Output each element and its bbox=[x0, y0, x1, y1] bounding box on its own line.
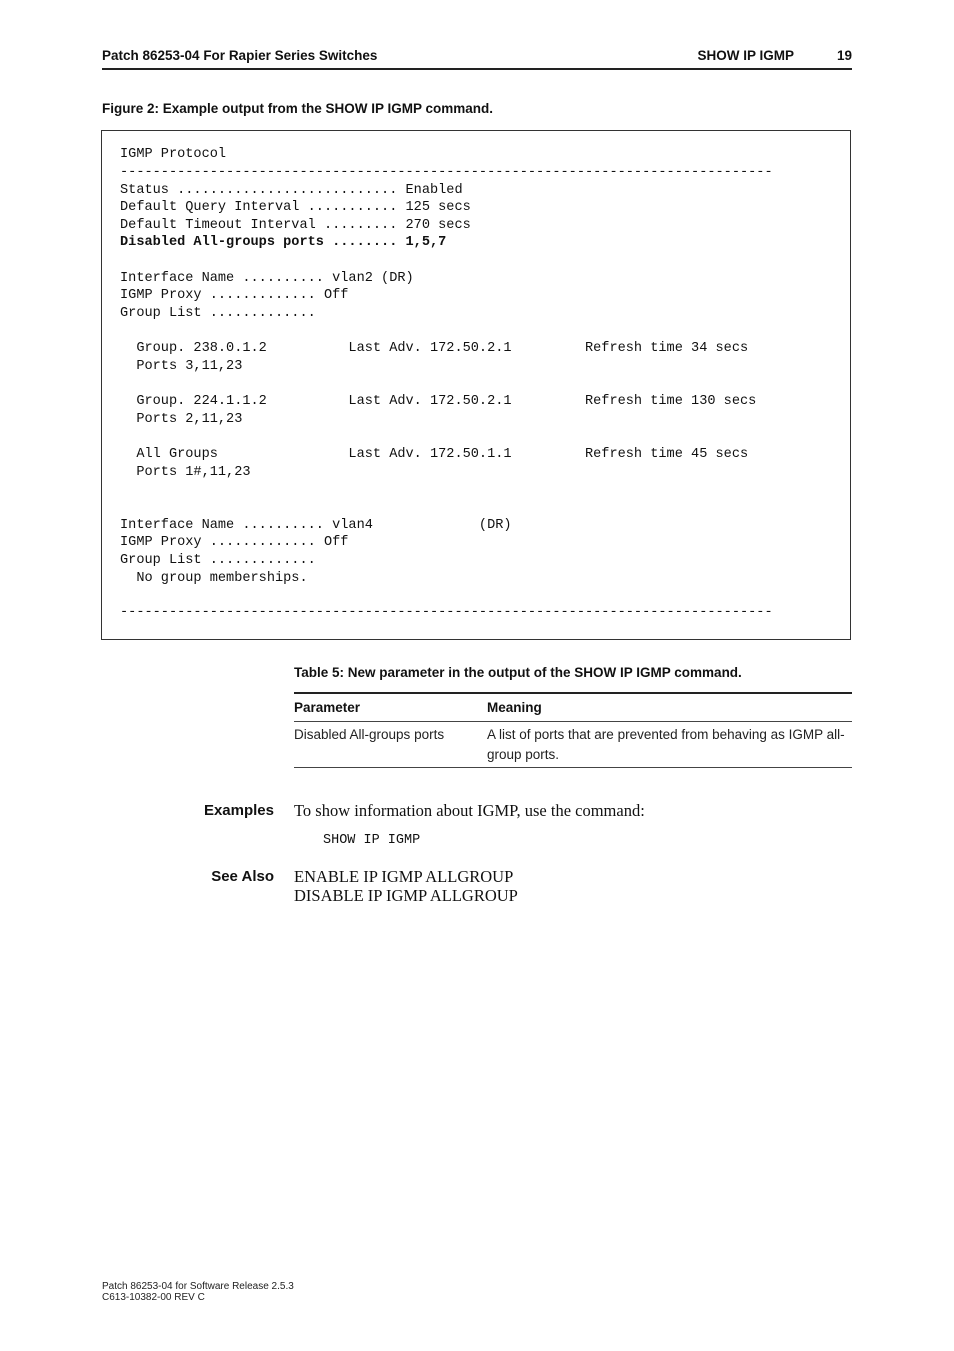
examples-label: Examples bbox=[203, 802, 274, 819]
column-header-parameter: Parameter bbox=[294, 700, 361, 715]
code-line: All Groups Last Adv. 172.50.1.1 Refresh time 45 secs bbox=[120, 447, 749, 462]
table-bottom-rule bbox=[294, 767, 852, 768]
code-line: Interface Name .......... vlan4 (DR) bbox=[120, 518, 512, 533]
code-line: Default Timeout Interval ......... 270 secs bbox=[120, 218, 471, 233]
code-separator: -------------------------------------------------------------------------------- bbox=[120, 165, 773, 180]
code-line: Group. 224.1.1.2 Last Adv. 172.50.2.1 Refresh time 130 secs bbox=[120, 394, 757, 409]
see-also-label: See Also bbox=[211, 868, 274, 885]
table-cell-parameter: Disabled All-groups ports bbox=[294, 727, 445, 742]
page-number: 19 bbox=[836, 48, 852, 63]
meaning-line: group ports. bbox=[487, 747, 560, 762]
table-header-rule bbox=[294, 721, 852, 722]
code-line: IGMP Protocol bbox=[120, 147, 227, 162]
code-line: Group List ............. bbox=[120, 306, 316, 321]
column-header-meaning: Meaning bbox=[487, 700, 542, 715]
code-line: IGMP Proxy ............. Off bbox=[120, 535, 349, 550]
code-line-highlighted: Disabled All-groups ports ........ 1,5,7 bbox=[120, 235, 447, 250]
code-line: Interface Name .......... vlan2 (DR) bbox=[120, 271, 414, 286]
code-line: Ports 1#,11,23 bbox=[120, 465, 251, 480]
meaning-line: A list of ports that are prevented from behaving as IGMP all- bbox=[487, 727, 845, 742]
table-caption: Table 5: New parameter in the output of the SHOW IP IGMP command. bbox=[294, 665, 742, 680]
page-header bbox=[102, 48, 852, 70]
document-title: Patch 86253-04 For Rapier Series Switches bbox=[102, 48, 378, 63]
code-line: Ports 2,11,23 bbox=[120, 412, 243, 427]
code-line: Default Query Interval ........... 125 secs bbox=[120, 200, 471, 215]
code-line: No group memberships. bbox=[120, 571, 308, 586]
table-top-rule bbox=[294, 692, 852, 694]
code-line: Group List ............. bbox=[120, 553, 316, 568]
table-cell-meaning bbox=[487, 725, 852, 765]
section-title: SHOW IP IGMP bbox=[697, 48, 794, 63]
figure-caption: Figure 2: Example output from the SHOW IP IGMP command. bbox=[102, 101, 494, 116]
code-separator: -------------------------------------------------------------------------------- bbox=[120, 605, 773, 620]
code-line: Group. 238.0.1.2 Last Adv. 172.50.2.1 Refresh time 34 secs bbox=[120, 341, 749, 356]
footer-line: C613-10382-00 REV C bbox=[102, 1292, 205, 1303]
see-also-item: ENABLE IP IGMP ALLGROUP bbox=[294, 867, 514, 886]
example-command: SHOW IP IGMP bbox=[323, 833, 421, 848]
code-line: IGMP Proxy ............. Off bbox=[120, 288, 349, 303]
examples-text: To show information about IGMP, use the command: bbox=[294, 801, 645, 820]
see-also-item: DISABLE IP IGMP ALLGROUP bbox=[294, 886, 518, 905]
code-line: Status ........................... Enabled bbox=[120, 183, 463, 198]
code-line: Ports 3,11,23 bbox=[120, 359, 243, 374]
footer-line: Patch 86253-04 for Software Release 2.5.3 bbox=[102, 1281, 294, 1292]
